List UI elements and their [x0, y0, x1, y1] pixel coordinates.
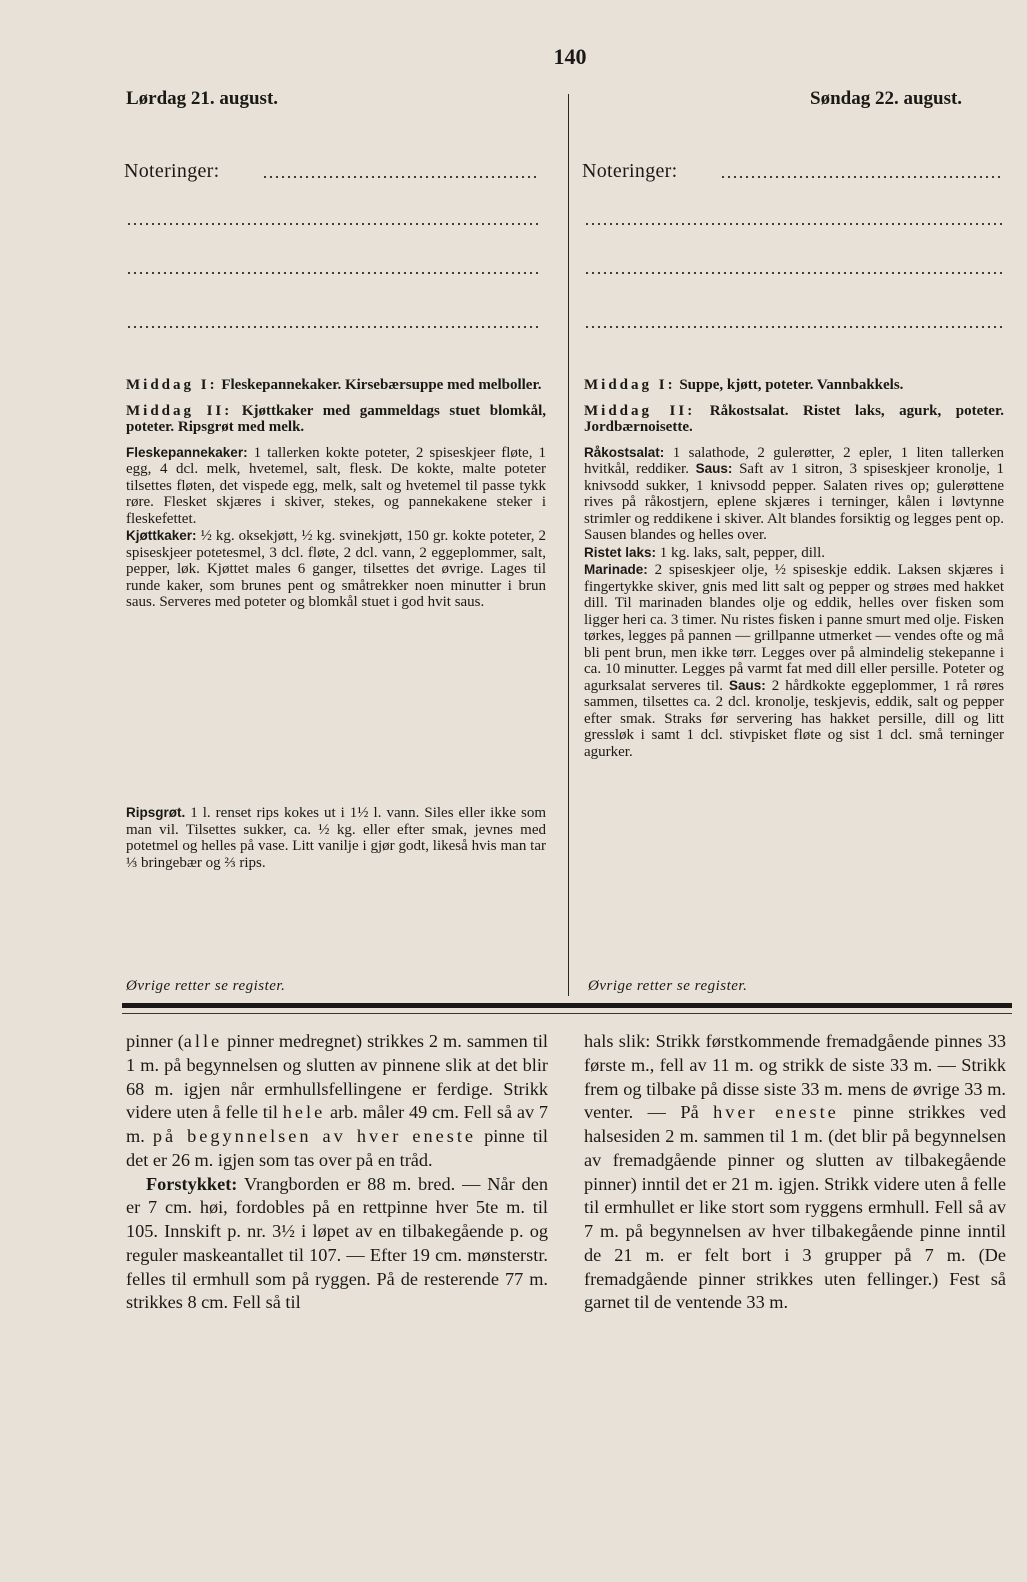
recipes-left [126, 377, 546, 620]
notes-line-right-3 [584, 272, 1002, 274]
menu-middag-2-right: Middag II: Råkostsalat. Ristet laks, agurk, poteter. Jordbærnoisette. [584, 402, 1004, 435]
recipe-rakostsalat: Råkostsalat: 1 salathode, 2 gulerøtter, 2 epler, 1 liten tallerken hvitkål, reddiker. Saus: Saft av 1 sitron, 3 spiseskjeer kronolje, 1 knivsodd sukker, 1 knivsodd pepper. Salaten rives op; gulerøttene rives på råkostjern, eplene skjæres i terninger, kålen i løvtynne strimler og reddikene i skiver. Alt blandes forsiktig og legges pent op. Sausen blandes og helles over. [584, 444, 1005, 543]
notes-line-right-1 [720, 176, 1002, 178]
menu-middag-2-left: Middag II: Kjøttkaker med gammeldags stuet blomkål, poteter. Ripsgrøt med melk. [126, 402, 547, 435]
knitting-paragraph-left-2: Forstykket: Vrangborden er 88 m. bred. — Når den er 7 cm. høi, fordobles på en rettpinne hver 5te m. til 105. Innskift p. nr. 3½ i løpet av en tilbakegående p. og reguler maskeantallet til 107. — Efter 19 cm. mønsterstr. felles til ermhull som på ryggen. På de resterende 77 m. strikkes 8 cm. Fell så til [126, 1173, 548, 1313]
recipe-fleskepannekaker: Fleskepannekaker: 1 tallerken kokte poteter, 2 spiseskjeer fløte, 1 egg, 4 dcl. melk, hvetemel, salt, flesk. De kokte, malte poteter tilsettes fløten, det vispede egg, melk, salt og hvetemel til passe tykk røre. Flesket skjæres i skiver, stekes, og pannekakene steker i fleskefettet. [126, 444, 547, 527]
notes-line-right-2 [584, 223, 1002, 225]
section-rule-thin [122, 1013, 1012, 1014]
recipe-kjottkaker: Kjøttkaker: ½ kg. oksekjøtt, ½ kg. svinekjøtt, 150 gr. kokte poteter, 2 spiseskjeer potetesmel, 3 dcl. fløte, 2 dcl. vann, 2 eggeplommer, salt, pepper, løk. Kjøttet males 6 ganger, tilsettes det øvrige. Lages til runde kaker, som brunes pent og småtrekker noen minutter i brun saus. Serveres med poteter og blomkål stuet i god hvit saus. [126, 528, 547, 610]
menu-middag-1-right: Middag I: Suppe, kjøtt, poteter. Vannbakkels. [584, 377, 904, 393]
notes-line-left-1 [262, 176, 540, 178]
knitting-text-right [584, 1030, 1006, 1315]
footer-note-left: Øvrige retter se register. [126, 978, 286, 994]
notes-line-right-4 [584, 326, 1002, 328]
menu-middag-1-left: Middag I: Fleskepannekaker. Kirsebærsuppe med melboller. [126, 377, 542, 393]
knitting-paragraph-left-1: pinner (alle pinner medregnet) strikkes 2 m. sammen til 1 m. på begynnelsen og slutten av pinnene slik at det blir 68 m. igjen når ermhullsfellingene er ferdige. Strikk videre uten å felle til hele arb. måler 49 cm. Fell så av 7 m. på begynnelsen av hver eneste pinne til det er 26 m. igjen som tas over på en tråd. [126, 1031, 549, 1170]
notes-label-right: Noteringer: [582, 160, 678, 182]
recipe-ristet-laks: Ristet laks: 1 kg. laks, salt, pepper, dill. [584, 544, 825, 561]
day-heading-left: Lørdag 21. august. [126, 88, 279, 109]
recipes-right [584, 377, 1004, 769]
notes-line-left-3 [126, 272, 540, 274]
recipe-ripsgrot: Ripsgrøt. 1 l. renset rips kokes ut i 1½ l. vann. Siles eller ikke som man vil. Tilsettes sukker, ca. ½ kg. eller efter smak, jevnes med potetmel og helles på vase. Litt vanilje i gjør godt, likeså hvis man tar ⅓ bringebær og ⅔ rips. [126, 805, 546, 871]
knitting-paragraph-right-1: hals slik: Strikk førstkommende fremadgående pinnes 33 første m., fell av 11 m. og strikk de siste 33 m. — Strikk frem og tilbake på disse siste 33 m. mens de øvrige 33 m. venter. — På hver eneste pinne strikkes ved halsesiden 2 m. sammen til 1 m. (det blir på begynnelsen av fremadgående pinner og slutten av tilbakegående pinner) inntil det er 21 m. igjen. Strikk videre uten å felle til ermhullet er like stort som ryggens ermhull. Fell så av 7 m. på begynnelsen av hver tilbakegående pinne inntil de 21 m. er felt bort i 3 grupper på 7 m. (De fremadgående pinner strikkes uten fellinger.) Fest så garnet til de ventende 33 m. [584, 1031, 1006, 1313]
section-rule-thick [122, 1003, 1012, 1008]
notes-label-left: Noteringer: [124, 160, 220, 182]
knitting-text-left [126, 1030, 548, 1315]
footer-note-right: Øvrige retter se register. [588, 978, 748, 994]
notes-line-left-2 [126, 223, 540, 225]
recipe-marinade: Marinade: 2 spiseskjeer olje, ½ spiseskje eddik. Laksen skjæres i fingertykke skiver, gnis med litt salt og pepper og strøes med hakket dill. Til marinaden blandes olje og eddik, helles over fisken som ligger heri ca. 3 timer. Nu ristes fisken i panne smurt med olje. Fisken tørkes, legges på pannen — grillpanne utmerket — vendes ofte og må bli pent brun, men ikke tørr. Legges over på almindelig stekepanne i ca. 10 minutter. Legges på varmt fat med dill eller persille. Poteter og agurksalat serveres til. Saus: 2 hårdkokte eggeplommer, 1 rå røres sammen, tilsettes ca. 2 dcl. kronolje, teskjevis, eddik, salt og pepper efter smak. Straks før servering has hakket persille, dill og litt gressløk i samt 1 dcl. stivpisket fløte og sist 1 dcl. små terninger agurker. [584, 562, 1005, 760]
notes-line-left-4 [126, 326, 540, 328]
page-number: 140 [553, 44, 587, 69]
day-heading-right: Søndag 22. august. [810, 88, 963, 109]
column-divider [568, 94, 569, 996]
